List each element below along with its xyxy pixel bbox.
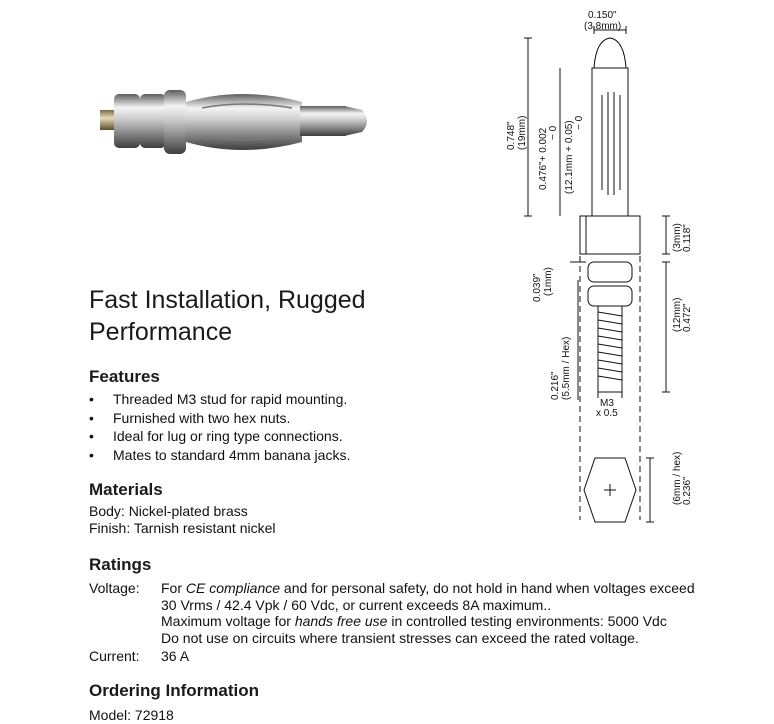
features-heading: Features [89,367,160,386]
thread-pitch: x 0.5 [596,408,618,419]
body-mm-tol: − 0 [574,115,585,130]
list-item: • Furnished with two hex nuts. [89,409,350,428]
overall-length-mm: (19mm) [517,115,528,150]
voltage-line-3: Maximum voltage for hands free use in controlled testing environments: 5000 Vdc [161,613,667,629]
nut-gap: 0.039" [532,273,543,302]
materials-heading: Materials [89,480,163,499]
hex-big-size: 0.236" [682,476,693,505]
hex-size: 0.216" [550,371,561,400]
voltage-label: Voltage: [89,580,140,596]
list-item: • Ideal for lug or ring type connections. [89,427,350,446]
hex-big-size-mm: (6mm / hex) [672,451,683,505]
page-headline [89,284,489,348]
tip-width-in: 0.150" [588,10,617,21]
current-value: 36 A [161,648,190,664]
ordering-heading: Ordering Information [89,681,259,700]
collar-length-mm: (3mm) [672,223,683,252]
voltage-line-4: Do not use on circuits where transient stresses can exceed the rated voltage. [161,630,639,646]
stud-length-mm: (12mm) [672,297,683,332]
stud-length: 0.472" [682,303,693,332]
materials-finish: Finish: Tarnish resistant nickel [89,520,276,536]
voltage-line-1: For CE compliance and for personal safety, do not hold in hand when voltages exceed [161,580,695,596]
features-list [89,390,350,464]
headline-line-1: Fast Installation, Rugged [89,286,366,314]
list-item: • Threaded M3 stud for rapid mounting. [89,390,350,409]
materials-body: Body: Nickel-plated brass [89,503,248,519]
tip-width-mm: (3.8mm) [584,21,622,32]
nut-gap-mm: (1mm) [543,267,554,296]
collar-length: 0.118" [682,224,693,252]
body-length-mm: (12.1mm + 0.05) [564,120,575,194]
body-tol: − 0 [548,125,559,140]
product-photo [92,78,392,168]
ratings-heading: Ratings [89,555,152,574]
dimension-drawing [500,0,774,525]
list-item: • Mates to standard 4mm banana jacks. [89,446,350,465]
body-length: 0.476"+ 0.002 [538,127,549,190]
current-label: Current: [89,648,140,664]
model-number: Model: 72918 [89,707,174,723]
overall-length: 0.748" [506,121,517,150]
thread-size: M3 [600,398,614,409]
hex-size-mm: (5.5mm / Hex) [561,336,572,400]
headline-line-2: Performance [89,318,233,346]
voltage-line-2: 30 Vrms / 42.4 Vpk / 60 Vdc, or current exceeds 8A maximum.. [161,597,552,613]
